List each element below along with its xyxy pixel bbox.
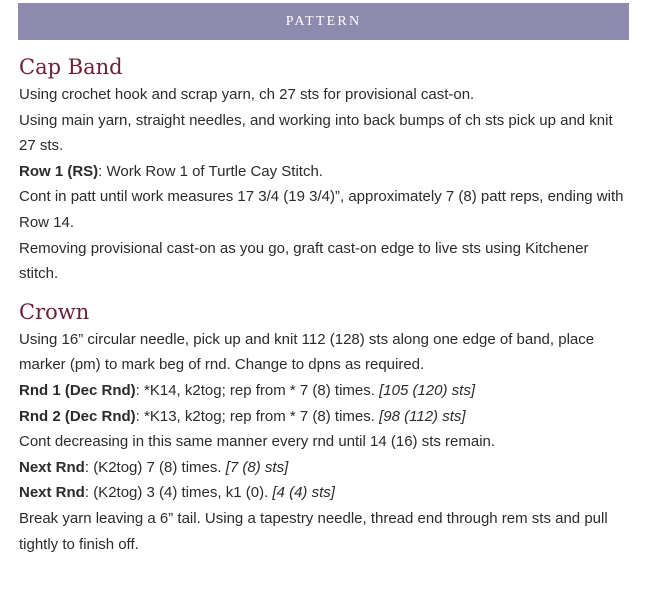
- cap-band-heading: Cap Band: [19, 55, 123, 79]
- row-colon: :: [135, 407, 145, 425]
- cap-band-step-pickup: Using main yarn, straight needles, and working into back bumps of ch sts pick up and knit 27 sts.: [19, 111, 613, 155]
- crown-next-rnd-1: [19, 455, 631, 481]
- crown-step-pickup: Using 16” circular needle, pick up and knit 112 (128) sts along one edge of band, place marker (pm) to mark beg of rnd. Change to dpns as required.: [19, 330, 595, 374]
- pattern-content: [19, 52, 631, 557]
- crown-next-rnd-2: [19, 480, 631, 506]
- crown-step-finish: Break yarn leaving a 6” tail. Using a tapestry needle, thread end through rem sts and pull tightly to finish off.: [19, 509, 608, 553]
- crown-rnd-1: [19, 378, 631, 404]
- crown-rnd-2: [19, 404, 631, 430]
- row-label: Row 1 (RS): [19, 162, 99, 180]
- cap-band-step-continue: Cont in patt until work measures 17 3/4 (19 3/4)”, approximately 7 (8) patt reps, ending with Row 14.: [19, 188, 624, 231]
- row-label: Rnd 2 (Dec Rnd): [19, 407, 136, 425]
- cap-band-step-provisional: Using crochet hook and scrap yarn, ch 27 sts for provisional cast-on.: [19, 86, 475, 103]
- crown-heading: Crown: [19, 299, 90, 324]
- stitch-count: [4 (4) sts]: [272, 484, 335, 502]
- row-instruction: (K2tog) 3 (4) times, k1 (0).: [93, 484, 273, 502]
- stitch-count: [105 (120) sts]: [379, 381, 475, 399]
- crown-step-continue: Cont decreasing in this same manner every rnd until 14 (16) sts remain.: [19, 433, 496, 451]
- row-label: Next Rnd: [19, 484, 85, 502]
- banner-title: PATTERN: [285, 13, 362, 29]
- stitch-count: [98 (112) sts]: [379, 407, 466, 425]
- row-colon: :: [98, 162, 107, 180]
- row-colon: :: [84, 458, 94, 476]
- cap-band-section: [19, 52, 631, 287]
- pattern-banner: [18, 3, 629, 40]
- cap-band-row-1: [19, 159, 631, 185]
- row-colon: :: [84, 484, 94, 502]
- row-label: Rnd 1 (Dec Rnd): [19, 381, 136, 399]
- stitch-count: [7 (8) sts]: [225, 458, 289, 476]
- crown-section: [19, 297, 631, 557]
- row-instruction: Work Row 1 of Turtle Cay Stitch.: [106, 162, 323, 180]
- row-instruction: *K13, k2tog; rep from * 7 (8) times.: [144, 407, 380, 425]
- row-instruction: *K14, k2tog; rep from * 7 (8) times.: [144, 381, 380, 399]
- row-colon: :: [135, 381, 145, 399]
- row-label: Next Rnd: [19, 458, 85, 476]
- cap-band-step-graft: Removing provisional cast-on as you go, graft cast-on edge to live sts using Kitchener stitch.: [19, 239, 589, 283]
- row-instruction: (K2tog) 7 (8) times.: [93, 458, 226, 476]
